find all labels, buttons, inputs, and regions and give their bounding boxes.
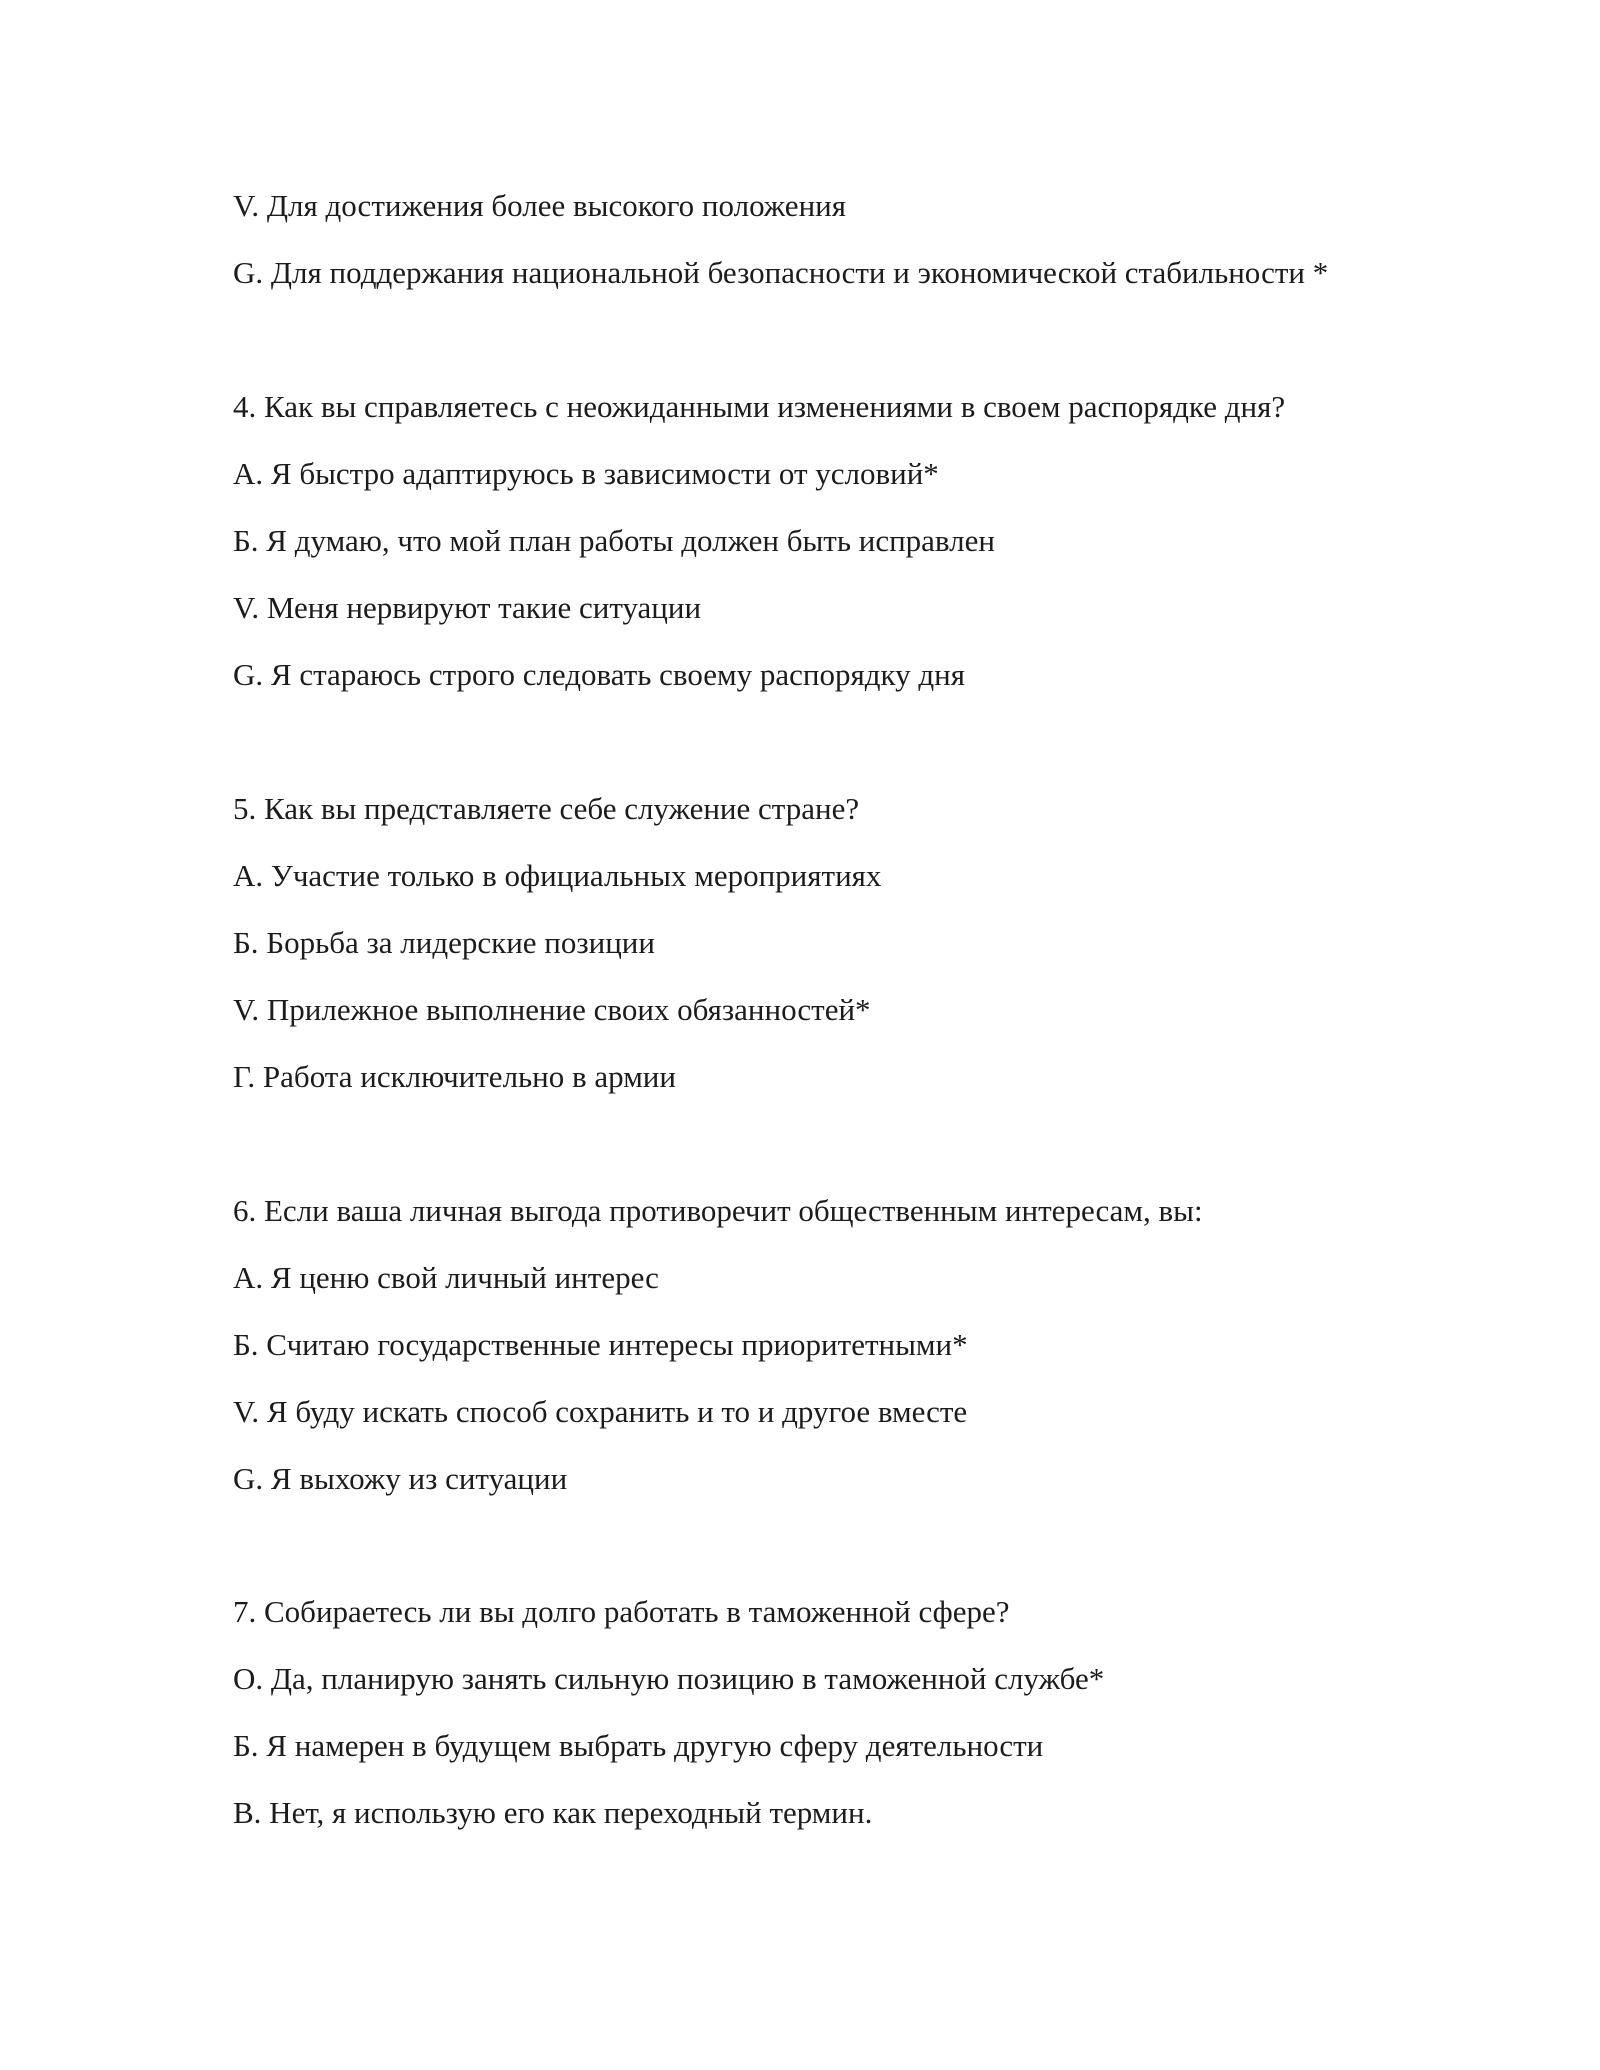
answer-option-a-q5: A. Участие только в официальных мероприятиях [233,858,882,893]
question-7: 7. Собираетесь ли вы долго работать в таможенной сфере? [233,1594,1010,1629]
question-6: 6. Если ваша личная выгода противоречит общественным интересам, вы: [233,1193,1203,1228]
answer-option-a-q7: О. Да, планирую занять сильную позицию в таможенной службе* [233,1661,1105,1696]
answer-option-g-q5: Г. Работа исключительно в армии [233,1059,676,1094]
answer-option-v-q7: В. Нет, я использую его как переходный термин. [233,1795,873,1830]
answer-option-b-q6: Б. Считаю государственные интересы приоритетными* [233,1327,968,1362]
answer-option-b-q4: Б. Я думаю, что мой план работы должен быть исправлен [233,523,995,558]
answer-option-g-q4: G. Я стараюсь строго следовать своему распорядку дня [233,657,965,692]
answer-option-v-q6: V. Я буду искать способ сохранить и то и другое вместе [233,1394,968,1429]
answer-option-a-q4: A. Я быстро адаптируюсь в зависимости от условий* [233,456,939,491]
answer-option-v-q5: V. Прилежное выполнение своих обязанностей* [233,992,871,1027]
answer-option-v-q3: V. Для достижения более высокого положения [233,188,847,223]
answer-option-g-q6: G. Я выхожу из ситуации [233,1461,568,1496]
answer-option-v-q4: V. Меня нервируют такие ситуации [233,590,702,625]
answer-option-a-q6: A. Я ценю свой личный интерес [233,1260,659,1295]
answer-option-g-q3: G. Для поддержания национальной безопасности и экономической стабильности * [233,255,1329,290]
answer-option-b-q7: Б. Я намерен в будущем выбрать другую сферу деятельности [233,1728,1044,1763]
question-4: 4. Как вы справляетесь с неожиданными изменениями в своем распорядке дня? [233,389,1286,424]
answer-option-b-q5: Б. Борьба за лидерские позиции [233,925,655,960]
question-5: 5. Как вы представляете себе служение стране? [233,791,860,826]
